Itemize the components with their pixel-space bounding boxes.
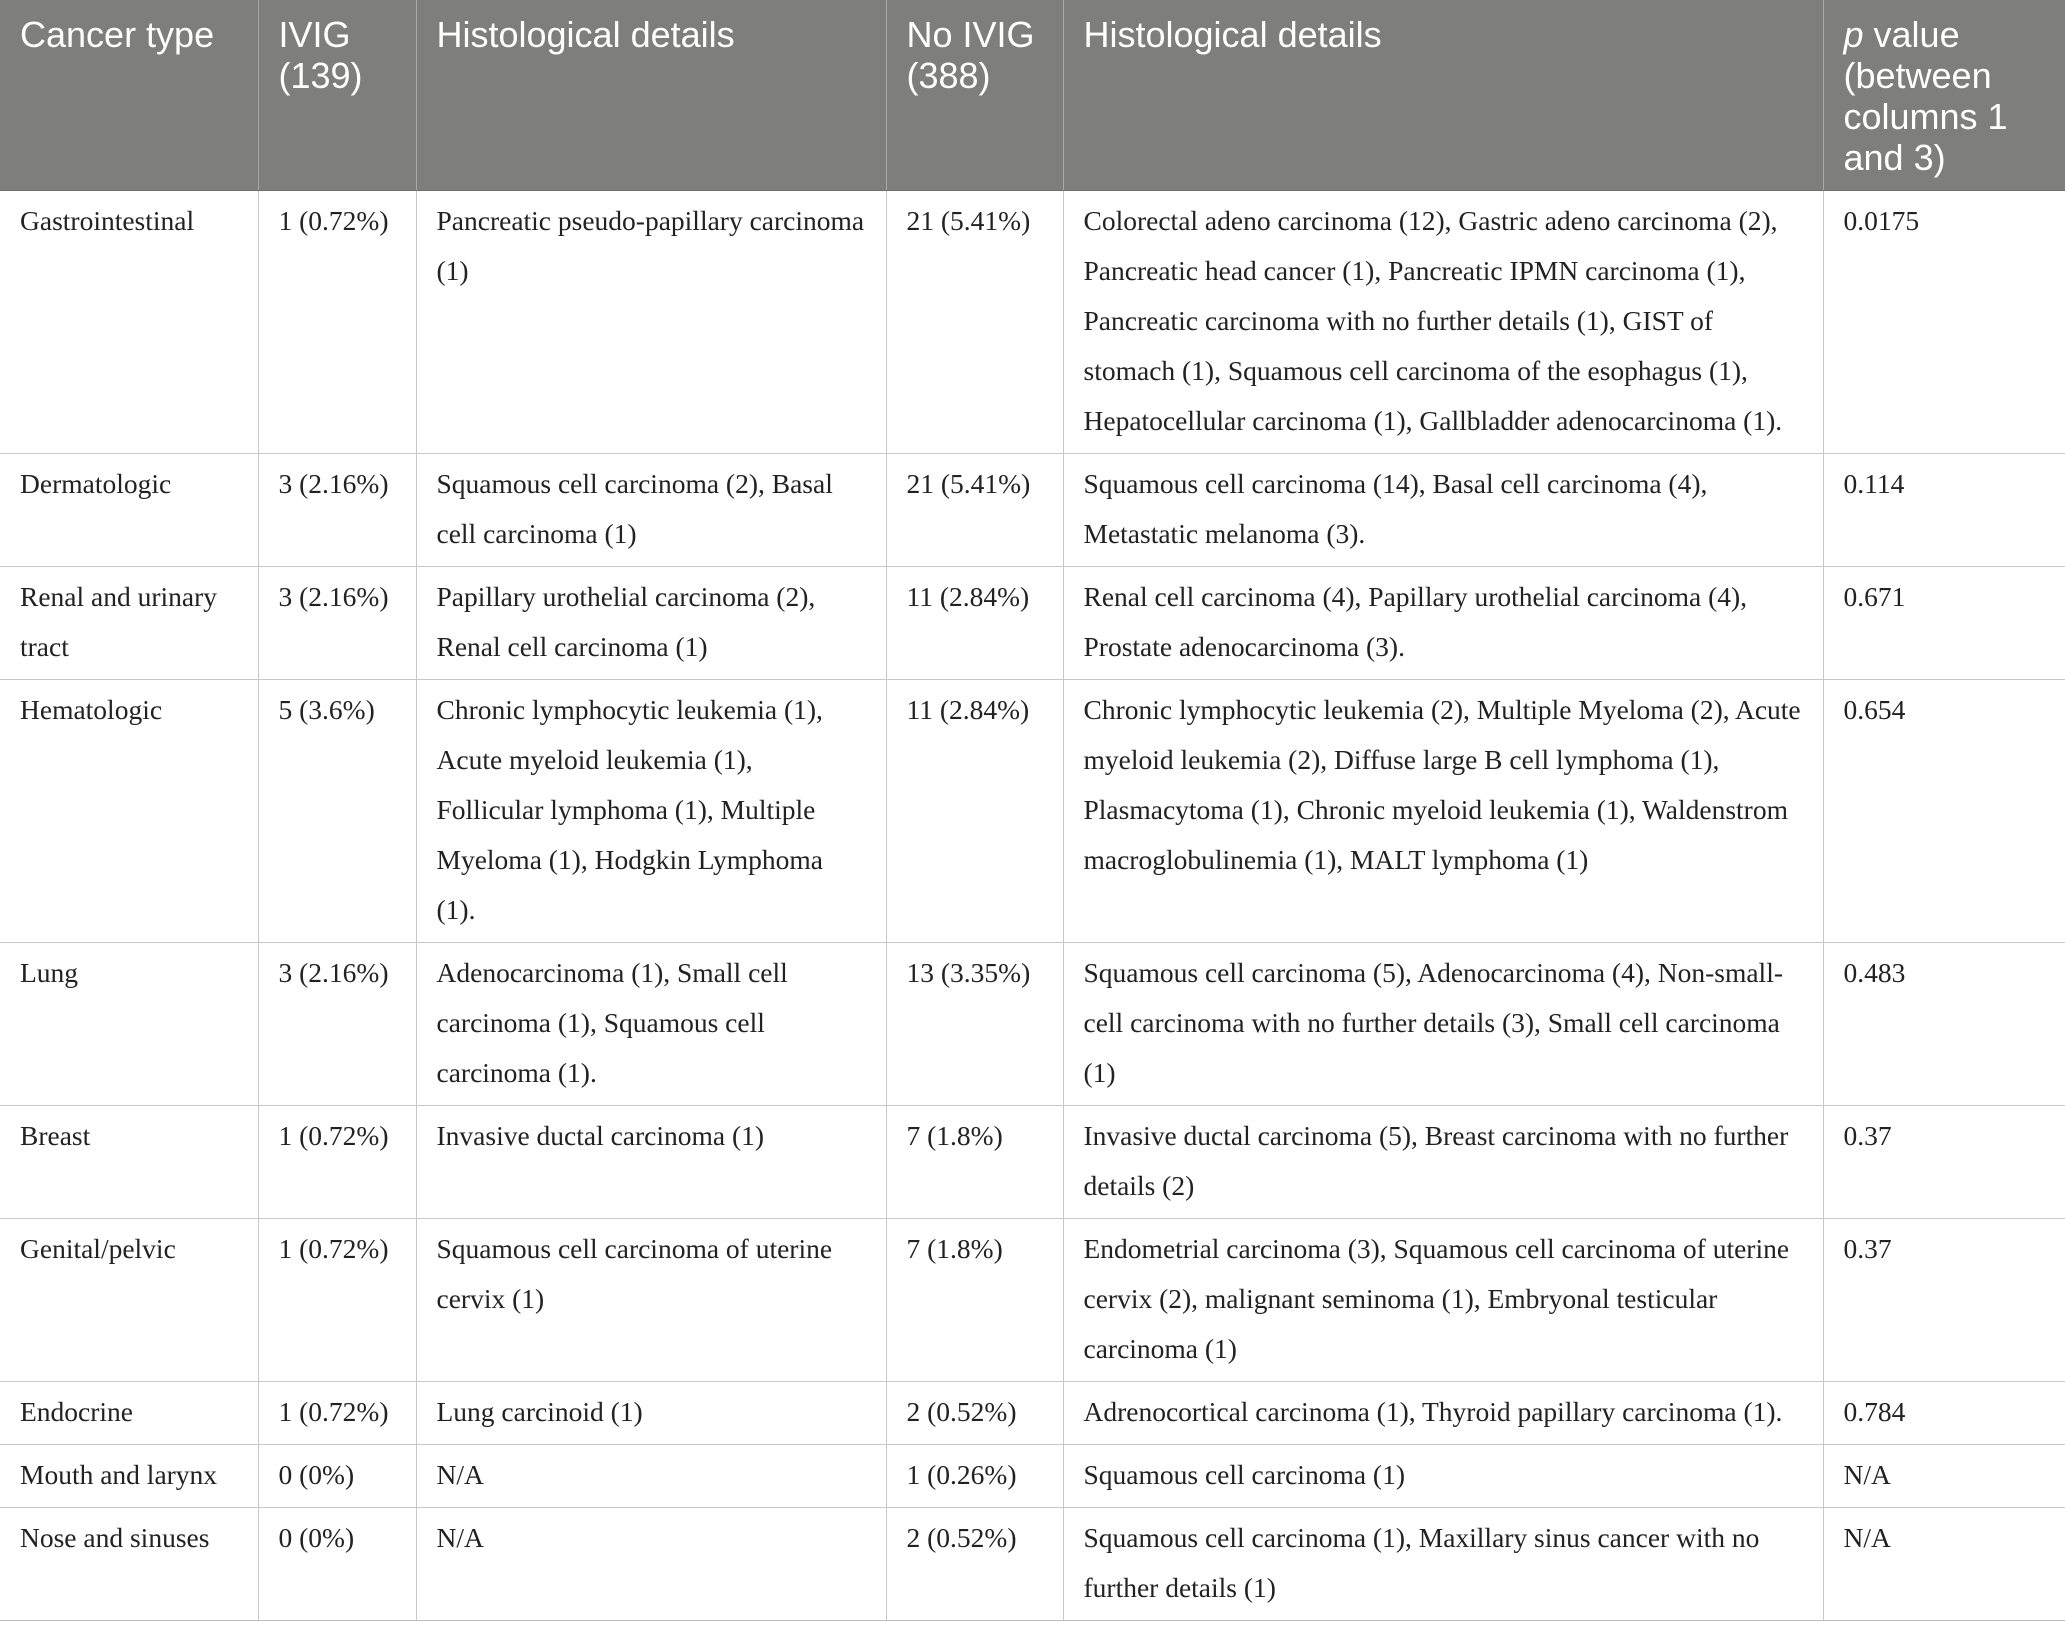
- cell-p-value: 0.114: [1823, 454, 2065, 567]
- cell-ivig-count: 1 (0.72%): [258, 1219, 416, 1382]
- header-cancer-type: Cancer type: [0, 0, 258, 191]
- table-row: [0, 1106, 2065, 1219]
- header-p-value-symbol: p: [1843, 14, 1864, 55]
- cell-no-ivig-histology: Endometrial carcinoma (3), Squamous cell carcinoma of uterine cervix (2), malignant seminoma (1), Embryonal testicular carcinoma (1): [1063, 1219, 1823, 1382]
- table-row: [0, 1445, 2065, 1508]
- cell-ivig-histology: Papillary urothelial carcinoma (2), Renal cell carcinoma (1): [416, 567, 886, 680]
- cell-no-ivig-histology: Squamous cell carcinoma (14), Basal cell carcinoma (4), Metastatic melanoma (3).: [1063, 454, 1823, 567]
- cell-no-ivig-count: 11 (2.84%): [886, 680, 1063, 943]
- table-row: [0, 943, 2065, 1106]
- cell-p-value: 0.37: [1823, 1219, 2065, 1382]
- cell-no-ivig-histology: Adrenocortical carcinoma (1), Thyroid papillary carcinoma (1).: [1063, 1382, 1823, 1445]
- cell-cancer-type: Gastrointestinal: [0, 191, 258, 454]
- cell-p-value: N/A: [1823, 1508, 2065, 1621]
- cell-no-ivig-count: 13 (3.35%): [886, 943, 1063, 1106]
- cell-ivig-histology: Lung carcinoid (1): [416, 1382, 886, 1445]
- cell-cancer-type: Breast: [0, 1106, 258, 1219]
- header-ivig-histology: Histological details: [416, 0, 886, 191]
- cell-ivig-count: 3 (2.16%): [258, 943, 416, 1106]
- cell-ivig-histology: Adenocarcinoma (1), Small cell carcinoma (1), Squamous cell carcinoma (1).: [416, 943, 886, 1106]
- cell-no-ivig-count: 2 (0.52%): [886, 1508, 1063, 1621]
- cell-p-value: 0.654: [1823, 680, 2065, 943]
- cell-p-value: N/A: [1823, 1445, 2065, 1508]
- table-header: [0, 0, 2065, 191]
- cell-ivig-count: 1 (0.72%): [258, 1106, 416, 1219]
- cell-ivig-histology: N/A: [416, 1508, 886, 1621]
- cell-ivig-count: 0 (0%): [258, 1508, 416, 1621]
- header-row: [0, 0, 2065, 191]
- cell-no-ivig-histology: Chronic lymphocytic leukemia (2), Multiple Myeloma (2), Acute myeloid leukemia (2), Diffuse large B cell lymphoma (1), Plasmacytoma (1), Chronic myeloid leukemia (1), Waldenstrom macroglobulinemia (1), MALT lymphoma (1): [1063, 680, 1823, 943]
- cell-no-ivig-count: 2 (0.52%): [886, 1382, 1063, 1445]
- cell-ivig-histology: Squamous cell carcinoma of uterine cervix (1): [416, 1219, 886, 1382]
- table-body: [0, 191, 2065, 1621]
- cell-ivig-count: 3 (2.16%): [258, 454, 416, 567]
- cell-cancer-type: Genital/pelvic: [0, 1219, 258, 1382]
- cell-ivig-histology: Invasive ductal carcinoma (1): [416, 1106, 886, 1219]
- cell-cancer-type: Endocrine: [0, 1382, 258, 1445]
- cell-no-ivig-count: 21 (5.41%): [886, 191, 1063, 454]
- cell-cancer-type: Hematologic: [0, 680, 258, 943]
- cell-no-ivig-count: 11 (2.84%): [886, 567, 1063, 680]
- cell-ivig-histology: Chronic lymphocytic leukemia (1), Acute myeloid leukemia (1), Follicular lymphoma (1), Multiple Myeloma (1), Hodgkin Lymphoma (1).: [416, 680, 886, 943]
- table-row: [0, 567, 2065, 680]
- cell-no-ivig-count: 7 (1.8%): [886, 1106, 1063, 1219]
- table-row: [0, 454, 2065, 567]
- header-no-ivig-histology: Histological details: [1063, 0, 1823, 191]
- cell-ivig-histology: N/A: [416, 1445, 886, 1508]
- cell-no-ivig-count: 21 (5.41%): [886, 454, 1063, 567]
- cell-ivig-count: 1 (0.72%): [258, 1382, 416, 1445]
- header-ivig: IVIG (139): [258, 0, 416, 191]
- cell-no-ivig-histology: Squamous cell carcinoma (1): [1063, 1445, 1823, 1508]
- table-row: [0, 1219, 2065, 1382]
- cell-no-ivig-count: 1 (0.26%): [886, 1445, 1063, 1508]
- cell-p-value: 0.784: [1823, 1382, 2065, 1445]
- table-row: [0, 191, 2065, 454]
- table-row: [0, 1508, 2065, 1621]
- cell-ivig-count: 0 (0%): [258, 1445, 416, 1508]
- table-row: [0, 680, 2065, 943]
- cell-no-ivig-histology: Squamous cell carcinoma (1), Maxillary sinus cancer with no further details (1): [1063, 1508, 1823, 1621]
- cell-cancer-type: Lung: [0, 943, 258, 1106]
- cell-p-value: 0.483: [1823, 943, 2065, 1106]
- cell-p-value: 0.0175: [1823, 191, 2065, 454]
- cell-cancer-type: Dermatologic: [0, 454, 258, 567]
- header-p-value-label: value (between columns 1 and 3): [1843, 14, 2008, 178]
- cell-ivig-count: 3 (2.16%): [258, 567, 416, 680]
- cell-cancer-type: Nose and sinuses: [0, 1508, 258, 1621]
- cell-no-ivig-histology: Renal cell carcinoma (4), Papillary urothelial carcinoma (4), Prostate adenocarcinoma (3).: [1063, 567, 1823, 680]
- header-no-ivig: No IVIG (388): [886, 0, 1063, 191]
- cell-p-value: 0.37: [1823, 1106, 2065, 1219]
- cell-ivig-count: 1 (0.72%): [258, 191, 416, 454]
- table-row: [0, 1382, 2065, 1445]
- cell-no-ivig-histology: Colorectal adeno carcinoma (12), Gastric adeno carcinoma (2), Pancreatic head cancer (1), Pancreatic IPMN carcinoma (1), Pancreatic carcinoma with no further details (1), GIST of stomach (1), Squamous cell carcinoma of the esophagus (1), Hepatocellular carcinoma (1), Gallbladder adenocarcinoma (1).: [1063, 191, 1823, 454]
- cell-p-value: 0.671: [1823, 567, 2065, 680]
- cell-cancer-type: Mouth and larynx: [0, 1445, 258, 1508]
- header-p-value: [1823, 0, 2065, 191]
- cell-no-ivig-histology: Squamous cell carcinoma (5), Adenocarcinoma (4), Non-small-cell carcinoma with no further details (3), Small cell carcinoma (1): [1063, 943, 1823, 1106]
- cell-ivig-histology: Pancreatic pseudo-papillary carcinoma (1): [416, 191, 886, 454]
- cell-no-ivig-histology: Invasive ductal carcinoma (5), Breast carcinoma with no further details (2): [1063, 1106, 1823, 1219]
- cell-cancer-type: Renal and urinary tract: [0, 567, 258, 680]
- cell-ivig-count: 5 (3.6%): [258, 680, 416, 943]
- cell-no-ivig-count: 7 (1.8%): [886, 1219, 1063, 1382]
- cell-ivig-histology: Squamous cell carcinoma (2), Basal cell carcinoma (1): [416, 454, 886, 567]
